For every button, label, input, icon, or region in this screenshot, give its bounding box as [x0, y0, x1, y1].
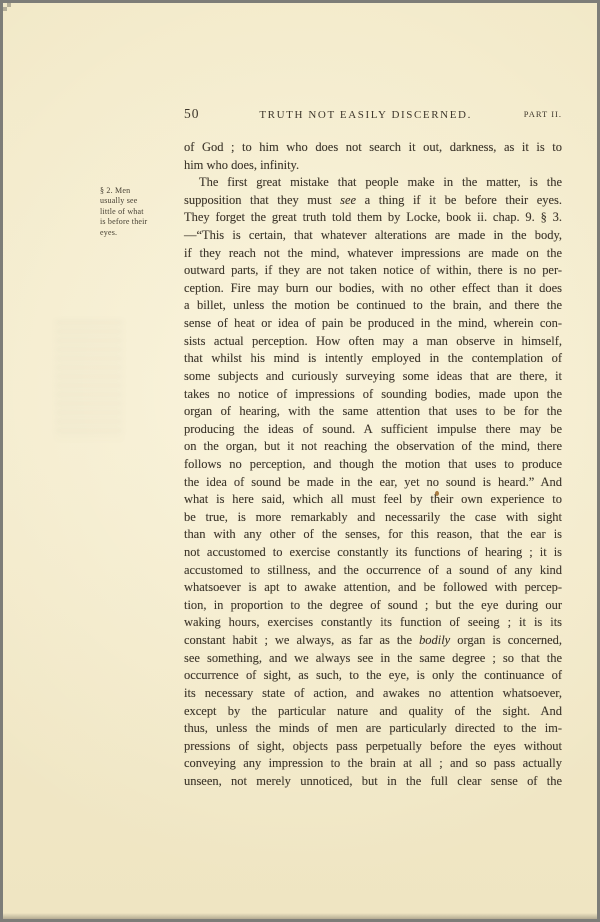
body-text-line: sists actual perception. How often may a man observe in himself, [184, 333, 562, 348]
body-text-line: The first great mistake that people make in the matter, is the [199, 175, 562, 190]
running-title: TRUTH NOT EASILY DISCERNED. [259, 109, 472, 121]
body-text-line: except by the particular nature and quality of the sight. And [184, 703, 562, 718]
body-text-line: of God ; to him who does not search it out, darkness, as it is to [184, 140, 562, 154]
body-text-line: conveying any impression to the brain at all ; and so pass actually [184, 756, 562, 771]
body-text-line: constant habit ; we always, as far as the bodily organ is concerned, [184, 633, 562, 648]
body-text-line: follows no perception, and though the motion that uses to produce [184, 456, 562, 471]
body-text-line: organ of hearing, with the same attention that uses to be for the [184, 404, 562, 419]
body-text-line: ception. Fire may burn our bodies, with no other effect than it does [184, 280, 562, 295]
show-through-smudge [55, 321, 123, 439]
margin-note-line: little of what [100, 206, 144, 216]
body-text-line: some subjects and curiously surveying some ideas that are there, it [184, 368, 562, 383]
body-text-line: They forget the great truth told them by Locke, book ii. chap. 9. § 3. [184, 210, 562, 225]
margin-note-line: eyes. [100, 227, 118, 237]
scan-corner-artifact [3, 3, 11, 11]
margin-note-section-2 [100, 186, 180, 238]
margin-note-line: usually see [100, 196, 138, 206]
body-text-line: him who does, infinity. [184, 157, 300, 172]
margin-note-line: is before their [100, 217, 148, 227]
margin-note-line: § 2. Men [100, 186, 131, 195]
body-text-line: —“This is certain, that whatever alterations are made in the body, [184, 228, 562, 243]
body-text-line: than with any other of the senses, for this reason, that the ear is [184, 527, 562, 542]
body-text-line: accustomed to stillness, and the occurrence of a sound of any kind [184, 562, 562, 577]
body-text-line: on the organ, but it not reaching the observation of the mind, there [184, 439, 562, 454]
body-text-line: see something, and we always see in the same degree ; so that the [184, 650, 562, 665]
body-text-line: that whilst his mind is intently employed in the contemplation of [184, 351, 562, 366]
body-text-line: unseen, not merely unnoticed, but in the full clear sense of the [184, 773, 562, 788]
body-text-line: whatsoever is apt to awake attention, and be followed with percep- [184, 580, 562, 595]
body-text-line: what is here said, which all must feel by their own experience to [184, 492, 562, 507]
body-text-line: its necessary state of action, and awakes no attention whatsoever, [184, 685, 562, 700]
body-text-line: thus, unless the minds of men are particularly directed to the im- [184, 721, 562, 736]
body-text-line: not accustomed to exercise constantly its functions of hearing ; it is [184, 545, 562, 560]
body-text-column [184, 139, 562, 791]
body-text-line: if they reach not the mind, whatever impressions are made on the [184, 245, 562, 260]
body-text-line: pressions of sight, objects pass perpetually before the eyes without [184, 738, 562, 753]
body-text-line: be true, is more remarkably and necessarily the case with sight [184, 509, 562, 524]
page-bottom-shadow [3, 913, 597, 919]
body-text-line: takes no notice of impressions of sounding bodies, made upon the [184, 386, 562, 401]
body-text-line: supposition that they must see a thing if it be before their eyes. [184, 192, 562, 207]
part-label: PART II. [523, 109, 562, 119]
body-text-line: occurrence of sight, as such, to the eye, is only the continuance of [184, 668, 562, 683]
page-number: 50 [184, 106, 200, 121]
body-text-line: a billet, unless the motion be continued to the brain, and there the [184, 298, 562, 313]
body-text-line: tion, in proportion to the degree of sound ; but the eye during our [184, 597, 562, 612]
body-text-line: outward parts, if they are not taken notice of within, there is no per- [184, 263, 562, 278]
page-header [184, 106, 562, 122]
body-text-line: sense of heat or idea of pain be produced in the mind, wherein con- [184, 316, 562, 331]
body-text-line: producing the ideas of sound. A sufficient impulse there may be [184, 421, 562, 436]
body-text-line: the idea of sound be made in the ear, yet no sound is heard.” And [184, 474, 562, 489]
body-text-line: waking hours, exercises constantly its function of seeing ; it is its [184, 615, 562, 630]
